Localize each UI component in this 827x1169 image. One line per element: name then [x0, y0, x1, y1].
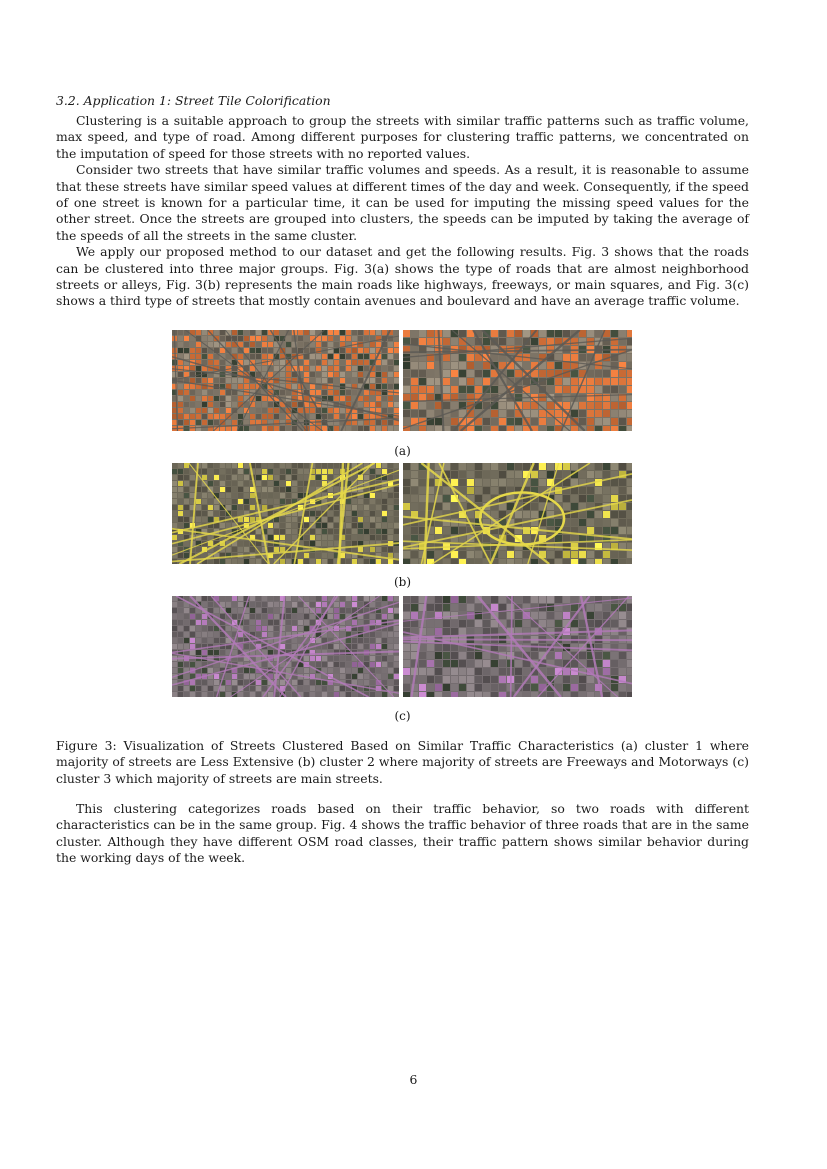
- paragraph-2: Consider two streets that have similar traffic volumes and speeds. As a result, it is reasonable to assume that these streets have similar speed values at different times of the day and week. Consequently, if the speed of one street is known for a particular time, it can be used for imputing the missing speed values for the other street. Once the streets are grouped into clusters, the speeds can be imputed by taking the average of the speeds of all the streets in the same cluster.: [56, 162, 749, 243]
- figure-row-a: [172, 330, 632, 431]
- aerial-image-a-right: [403, 330, 632, 431]
- subfigure-label-c: (c): [394, 709, 411, 723]
- section-heading: 3.2. Application 1: Street Tile Colorification: [56, 93, 331, 108]
- body-text: [56, 113, 749, 310]
- subfigure-label-a: (a): [394, 444, 411, 458]
- aerial-image-b-left: [172, 463, 399, 564]
- figure-row-c: [172, 596, 632, 697]
- paragraph-3: We apply our proposed method to our dataset and get the following results. Fig. 3 shows that the roads can be clustered into three major groups. Fig. 3(a) shows the type of roads that are almost neighborhood streets or alleys, Fig. 3(b) represents the main roads like highways, freeways, or main squares, and Fig. 3(c) shows a third type of streets that mostly contain avenues and boulevard and have an average traffic volume.: [56, 244, 749, 309]
- paragraph-4: This clustering categorizes roads based on their traffic behavior, so two roads with different characteristics can be in the same group. Fig. 4 shows the traffic behavior of three roads that are in the same cluster. Although they have different OSM road classes, their traffic pattern shows similar behavior during the working days of the week.: [56, 801, 749, 866]
- subfigure-label-b: (b): [393, 575, 412, 589]
- aerial-image-b-right: [403, 463, 632, 564]
- aerial-image-c-right: [403, 596, 632, 697]
- page-number: 6: [409, 1072, 418, 1087]
- paragraph-1: Clustering is a suitable approach to group the streets with similar traffic patterns such as traffic volume, max speed, and type of road. Among different purposes for clustering traffic patterns, we concentrated on the imputation of speed for those streets with no reported values.: [56, 113, 749, 161]
- figure-row-b: [172, 463, 632, 564]
- aerial-image-a-left: [172, 330, 399, 431]
- figure-caption: Figure 3: Visualization of Streets Clustered Based on Similar Traffic Characteristics (a) cluster 1 where majority of streets are Less Extensive (b) cluster 2 where majority of streets are Freeways and Motorways (c) cluster 3 which majority of streets are main streets.: [56, 738, 749, 786]
- closing-text: [56, 801, 749, 867]
- aerial-image-c-left: [172, 596, 399, 697]
